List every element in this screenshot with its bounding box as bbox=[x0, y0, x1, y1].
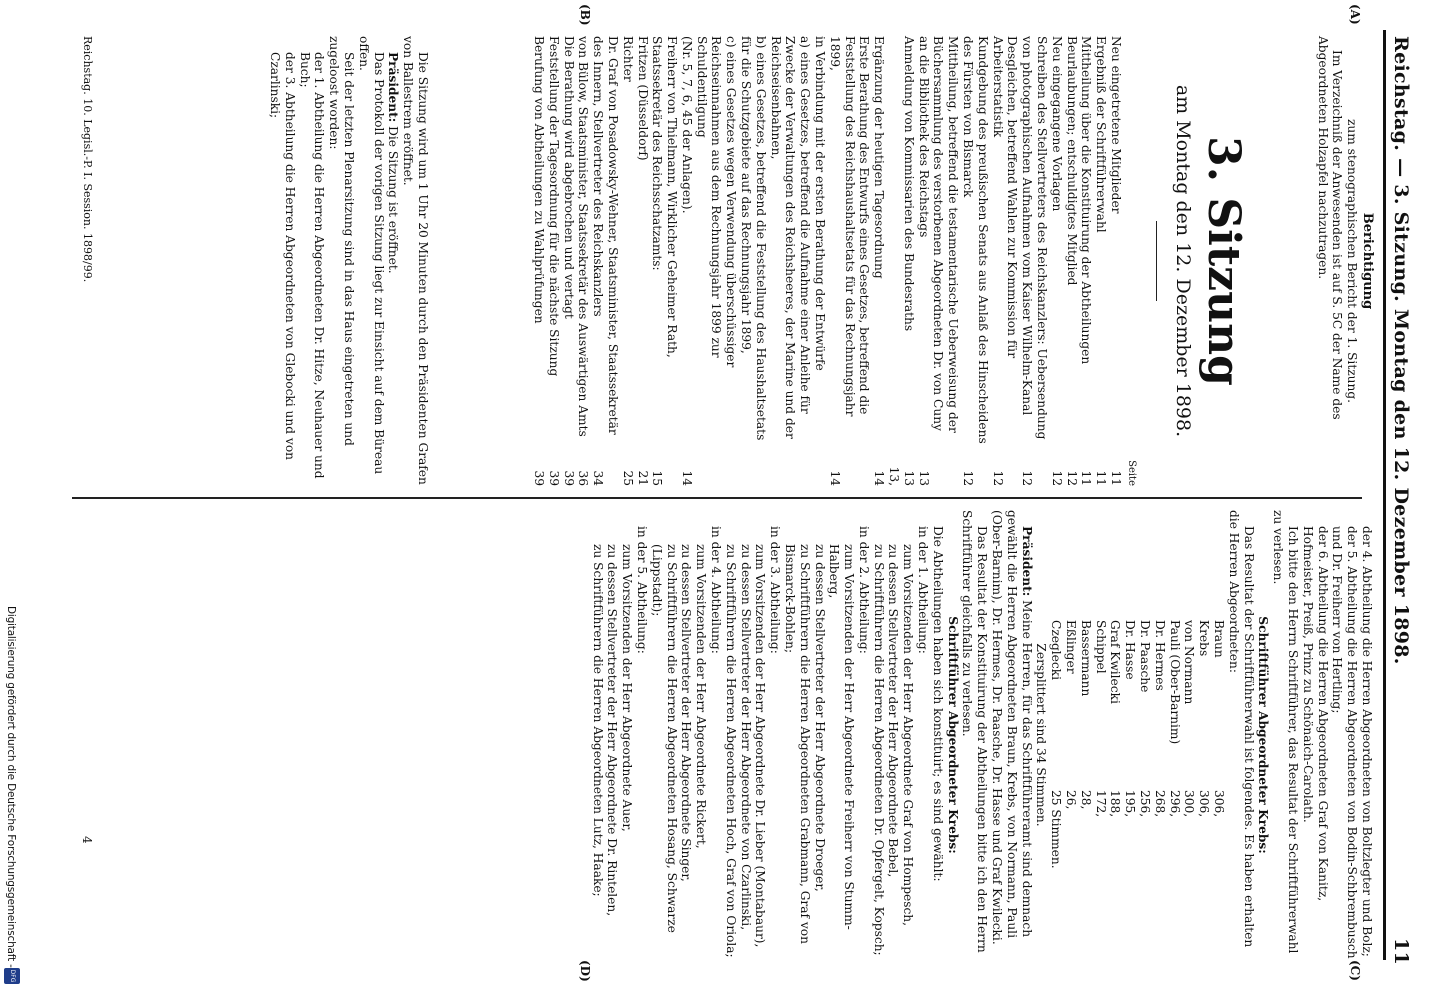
toc-entry bbox=[916, 36, 960, 486]
toc-entry bbox=[694, 36, 738, 486]
vote-name: Czeglecki bbox=[1049, 620, 1064, 680]
president-label-2: Präsident: bbox=[1019, 526, 1034, 597]
division-entry: zu dessen Stellvertreter der Herr Abgeordnete Droeger, bbox=[812, 544, 827, 892]
toc-entry bbox=[679, 36, 694, 486]
toc-entry-page: 12 bbox=[961, 470, 976, 486]
members-division-1: der 1. Abtheilung die Herren Abgeordneten Dr. Hitze, Neuhauer und Buch; bbox=[297, 52, 327, 479]
footer-left: Reichstag. 10. Legisl.-P. I. Session. 1898/99. bbox=[81, 36, 94, 283]
toc-entry-text: Die Berathung wird abgebrochen und vertagt bbox=[561, 36, 576, 319]
vote-row bbox=[1211, 620, 1226, 960]
toc-entry bbox=[827, 36, 871, 486]
toc-entry bbox=[738, 36, 768, 486]
protocol-text: Das Protokoll der vorigen Sitzung liegt zur Einsicht auf dem Büreau offen. bbox=[356, 36, 386, 475]
toc-entry bbox=[635, 36, 650, 486]
vote-count: 268, bbox=[1152, 790, 1167, 818]
toc-entry bbox=[590, 36, 620, 486]
margin-marker-d: (D) bbox=[578, 960, 592, 982]
vote-count: 25 Stimmen. bbox=[1049, 790, 1064, 869]
announcer-2: Schriftführer Abgeordneter Krebs: bbox=[945, 616, 960, 854]
division-entry: zum Vorsitzenden der Herr Abgeordnete Dr. Lieber (Montabaur), bbox=[753, 544, 768, 948]
members-intro: Seit der letzten Plenarsitzung sind in das Haus eingetreten und zugeloost worden: bbox=[327, 36, 357, 446]
toc-entry-page: 13 bbox=[901, 470, 916, 486]
toc-entry-text: Mittheilung über die Konstituirung der Abtheilungen bbox=[1079, 36, 1094, 365]
toc-entry bbox=[990, 36, 1020, 486]
opening-text: Die Sitzung wird um 1 Uhr 20 Minuten durch den Präsidenten Grafen von Ballestrem eröffnet. bbox=[401, 36, 430, 485]
toc-entry-text: Dr. Graf von Posadowsky-Wehner, Staatsminister, Staatssekretär des Innern, Stellvertreter des Reichskanzlers bbox=[591, 36, 620, 435]
division-entry: zum Vorsitzenden der Herr Abgeordnete Freiherr von Stumm-Halberg, bbox=[827, 544, 857, 930]
vote-count: 195, bbox=[1123, 790, 1138, 818]
division-entry: zu Schriftführern die Herren Abgeordneten Grabmann, Graf von Bismarck-Bohlen; bbox=[782, 544, 812, 944]
left-column bbox=[531, 36, 1374, 486]
toc-entry-page: 12 bbox=[1020, 470, 1035, 486]
vote-row bbox=[1093, 620, 1108, 960]
footer-page: 4 bbox=[80, 836, 94, 844]
vote-name: Krebs bbox=[1197, 620, 1212, 657]
toc-list bbox=[531, 36, 1123, 486]
toc-entry-page: 13, 14 bbox=[872, 466, 902, 486]
vote-name: von Normann bbox=[1182, 620, 1197, 705]
vote-count: 296, bbox=[1167, 790, 1182, 818]
toc-entry-text: c) eines Gesetzes wegen Verwendung überschüssiger Reichseinnahmen aus dem Rechnungsjahr 1899 zur Schuldentilgung bbox=[694, 36, 739, 368]
toc-entry bbox=[546, 36, 561, 486]
toc-entry-text: Berufung von Abtheilungen zu Wahlprüfungen bbox=[531, 36, 546, 324]
division-entry: zu Schriftführern die Herren Abgeordneten Hosang, Schwarze (Lippstadt); bbox=[649, 544, 679, 933]
vote-name: Graf Kwilecki bbox=[1108, 620, 1123, 704]
vote-row bbox=[1137, 620, 1152, 960]
toc-entry-page: 14 bbox=[679, 470, 694, 486]
berichtigung-title: Berichtigung bbox=[1360, 212, 1375, 310]
toc-entry-text: Mittheilung, betreffend die testamentarische Ueberweisung der Büchersammlung des verstorbenen Abgeordneten Dr. von Cuny an die Bibliothek des Reichstags bbox=[916, 36, 961, 433]
toc-entry bbox=[960, 36, 990, 486]
toc-entry bbox=[1064, 36, 1079, 486]
announcer-1: Schriftführer Abgeordneter Krebs: bbox=[1256, 616, 1271, 854]
division-heading: in der 3. Abtheilung: bbox=[768, 526, 783, 654]
toc-entry-page: 36 bbox=[576, 470, 591, 486]
division-entry: zu Schriftführern die Herren Abgeordneten Lutz, Haake; bbox=[590, 544, 605, 897]
vote-name: Bassermann bbox=[1078, 620, 1093, 697]
division-heading: in der 2. Abtheilung: bbox=[856, 526, 871, 654]
division-entry: zu Schriftführern die Herren Abgeordneten Dr. Opfergelt, Kopsch; bbox=[871, 544, 886, 956]
division-entry: zum Vorsitzenden der Herr Abgeordnete Graf von Hompesch, bbox=[901, 544, 916, 927]
session-date: am Montag den 12. Dezember 1898. bbox=[1171, 84, 1194, 438]
toc-entry-text: Feststellung der Tagesordnung für die nächste Sitzung bbox=[546, 36, 561, 377]
vote-name: Dr. Hasse bbox=[1123, 620, 1138, 680]
toc-entry-text: Kundgebung des preußischen Senats aus Anlaß des Hinscheidens des Fürsten von Bismarck bbox=[961, 36, 990, 444]
toc-entry-page: 39 bbox=[546, 470, 561, 486]
vote-row bbox=[1182, 620, 1197, 960]
toc-entry-text: (Nr. 5, 7, 6, 45 der Anlagen). bbox=[679, 36, 694, 214]
toc-entry-page: 14 bbox=[827, 470, 842, 486]
toc-entry-page: 39 bbox=[561, 470, 576, 486]
toc-entry-page: 13 bbox=[916, 470, 931, 486]
vote-row bbox=[1122, 620, 1137, 960]
margin-marker-c: (C) bbox=[1348, 960, 1362, 981]
scattered-votes: Zersplittert sind 34 Stimmen. bbox=[1034, 643, 1049, 827]
vote-row bbox=[1167, 620, 1182, 960]
toc-entry-page: 12 bbox=[990, 470, 1005, 486]
votes-list bbox=[1048, 510, 1226, 960]
continuation-paragraph: der 5. Abtheilung die Herren Abgeordneten von Bodin-Schbrembusch und Dr. Freiherr von Hertling; bbox=[1330, 526, 1360, 959]
vote-count: 306, bbox=[1212, 790, 1227, 818]
vote-row bbox=[1152, 620, 1167, 960]
toc-entry-text: a) eines Gesetzes, betreffend die Aufnahme einer Anleihe für Zwecke der Verwaltungen des Reichsheeres, der Marine und der Reichseisenbahnen, bbox=[768, 36, 813, 439]
vote-row bbox=[1196, 620, 1211, 960]
toc-entry bbox=[768, 36, 812, 486]
vote-row bbox=[1048, 620, 1063, 960]
vote-count: 172, bbox=[1093, 790, 1108, 818]
division-entry: zum Vorsitzenden der Herr Abgeordnete Auer, bbox=[620, 544, 635, 832]
members-division-3: der 3. Abtheilung die Herren Abgeordneten von Glebocki und von Czarlinski; bbox=[268, 52, 297, 461]
continuation-list bbox=[1300, 510, 1374, 960]
toc-entry-text: Richter bbox=[620, 36, 635, 82]
continuation-paragraph: der 6. Abtheilung die Herren Abgeordneten Graf von Kanitz, Hofmeister, Preiß, Prinz zu Schönaich-Carolath. bbox=[1300, 526, 1330, 902]
vote-count: 306, bbox=[1197, 790, 1212, 818]
toc-entry-text: Beurlaubungen; entschuldigtes Mitglied bbox=[1064, 36, 1079, 286]
division-entry: zum Vorsitzenden der Herr Abgeordnete Rickert, bbox=[694, 544, 709, 849]
title-rule bbox=[1156, 221, 1157, 301]
toc-entry-text: Freiherr von Thielmann, Wirklicher Geheimer Rath, Staatssekretär des Reichsschatzamts: bbox=[650, 36, 680, 358]
vote-count: 28, bbox=[1078, 790, 1093, 810]
announce-text: Das Resultat der Schriftführerwahl ist folgendes. Es haben erhalten die Herren Abgeordneten: bbox=[1226, 510, 1256, 948]
toc-entry-text: in Verbindung mit der ersten Berathung der Entwürfe bbox=[813, 36, 828, 371]
toc-entry bbox=[1079, 36, 1094, 486]
division-entry: zu dessen Stellvertreter der Herr Abgeordnete Bebel, bbox=[886, 544, 901, 878]
vote-row bbox=[1108, 620, 1123, 960]
divisions-list bbox=[590, 510, 930, 960]
continuation-paragraph: der 4. Abtheilung die Herren Abgeordneten von Boltzlegter und Bolz; bbox=[1360, 526, 1374, 957]
toc-entry-page: 12 bbox=[1049, 470, 1064, 486]
toc-entry-page: 25 bbox=[620, 470, 635, 486]
vote-name: Pauli (Ober-Barnim) bbox=[1167, 620, 1182, 745]
margin-marker-b: (B) bbox=[578, 4, 592, 26]
toc-entry bbox=[561, 36, 576, 486]
toc-entry bbox=[576, 36, 591, 486]
toc-entry-text: Fritzen (Düsseldorf) bbox=[635, 36, 650, 161]
vote-name: Braun bbox=[1212, 620, 1227, 658]
toc-entry bbox=[620, 36, 635, 486]
running-header: Reichstag. — 3. Sitzung. Montag den 12. Dezember 1898. bbox=[1390, 36, 1412, 665]
vote-name: Dr. Paasche bbox=[1138, 620, 1153, 693]
vote-count: 300, bbox=[1182, 790, 1197, 818]
left-body bbox=[267, 36, 430, 486]
toc-entry-text: Ergänzung der heutigen Tagesordnung bbox=[872, 36, 887, 279]
toc-entry-text: Schreiben des Stellvertreters des Reichskanzlers: Uebersendung von photographischen Aufnahmen vom Kaiser Wilhelm-Kanal bbox=[1020, 36, 1050, 440]
toc-entry bbox=[1049, 36, 1064, 486]
vote-count: 26, bbox=[1064, 790, 1079, 810]
toc-entry-text: Erste Berathung des Entwurfs eines Gesetzes, betreffend die Feststellung des Reichshaushaltsetats für das Rechnungsjahr 1899, bbox=[827, 36, 872, 417]
toc-entry-text: Neu eingetretene Mitglieder bbox=[1109, 36, 1124, 214]
toc-entry-page: 11 bbox=[1109, 470, 1124, 486]
vote-name: Eßlinger bbox=[1064, 620, 1079, 674]
division-heading: in der 5. Abtheilung: bbox=[634, 526, 649, 654]
toc-entry-text: Neu eingegangene Vorlagen bbox=[1049, 36, 1064, 212]
table-of-contents bbox=[531, 36, 1138, 486]
toc-entry-text: Desgleichen, betreffend Wahlen zur Kommission für Arbeiterstatistik bbox=[990, 36, 1020, 359]
division-entry: zu dessen Stellvertreter der Herr Abgeordnete von Czarlinski, bbox=[738, 544, 753, 931]
right-column bbox=[590, 510, 1374, 960]
berichtigung-text: Im Verzeichniß der Anwesenden ist auf S. 5C der Name des Abgeordneten Holzapfel nachzutragen. bbox=[1315, 36, 1345, 420]
toc-entry-page: 15 bbox=[650, 470, 665, 486]
division-entry: zu Schriftführern die Herren Abgeordneten Hoch, Graf von Oriola; bbox=[723, 544, 738, 958]
vote-name: Schippel bbox=[1093, 620, 1108, 674]
digitization-notice: Digitalisierung gefördert durch die Deutsche Forschungsgemeinschaft - bbox=[5, 606, 17, 968]
dfg-logo-text: DFG bbox=[9, 969, 16, 983]
header-rule bbox=[1383, 30, 1386, 960]
toc-entry-page: 34 bbox=[591, 470, 606, 486]
division-entry: zu dessen Stellvertreter der Herr Abgeordnete Singer, bbox=[679, 544, 694, 882]
toc-entry-text: Ergebniß der Schriftführerwahl bbox=[1094, 36, 1109, 233]
vote-row bbox=[1063, 620, 1078, 960]
constitution-request: Das Resultat der Konstituirung der Abtheilungen bitte ich den Herrn Schriftführer gleichfalls zu verlesen. bbox=[960, 510, 990, 953]
toc-entry bbox=[812, 36, 827, 486]
toc-entry-text: von Bülow, Staatsminister, Staatssekretär des Auswärtigen Amts bbox=[576, 36, 591, 437]
toc-entry bbox=[871, 36, 901, 486]
toc-entry bbox=[650, 36, 680, 486]
division-entry: zu dessen Stellvertreter der Herr Abgeordnete Dr. Rintelen, bbox=[605, 544, 620, 917]
toc-entry-page: 11 bbox=[1079, 470, 1094, 486]
toc-entry bbox=[531, 36, 546, 486]
dfg-logo bbox=[4, 968, 20, 984]
toc-header: Seite bbox=[1125, 460, 1137, 486]
toc-entry-page: 39 bbox=[531, 470, 546, 486]
toc-entry bbox=[901, 36, 916, 486]
toc-entry bbox=[1093, 36, 1108, 486]
toc-entry-text: Anmeldung von Kommissarien des Bundesraths bbox=[901, 36, 916, 332]
page-number: 11 bbox=[1390, 938, 1412, 966]
president-text-2: Meine Herren, für das Schriftführeramt sind demnach gewählt die Herren Abgeordneten Braun, Krebs, von Normann, Pauli (Ober-Barnim), Dr. Hermes, Dr. Paasche, Dr. Hasse und Graf Kwilecki. bbox=[990, 510, 1034, 945]
toc-entry-text: b) eines Gesetzes, betreffend die Feststellung des Haushaltsetats für die Schutzgebiete auf das Rechnungsjahr 1899, bbox=[739, 36, 768, 441]
session-title: 3. Sitzung bbox=[1197, 136, 1249, 386]
vote-row bbox=[1078, 620, 1093, 960]
division-heading: in der 4. Abtheilung: bbox=[708, 526, 723, 654]
margin-marker-a: (A) bbox=[1348, 4, 1362, 25]
vote-count: 256, bbox=[1138, 790, 1153, 818]
announce2-text: Die Abtheilungen haben sich konstituirt; es sind gewählt: bbox=[930, 526, 945, 882]
toc-entry-page: 12 bbox=[1064, 470, 1079, 486]
vote-name: Dr. Hermes bbox=[1152, 620, 1167, 691]
column-divider bbox=[72, 497, 1362, 499]
results-request: Ich bitte den Herrn Schriftführer, das Resultat der Schriftführerwahl zu verlesen. bbox=[1271, 510, 1301, 954]
berichtigung-subtitle: zum stenographischen Bericht der 1. Sitzung. bbox=[1345, 118, 1360, 404]
toc-entry-page: 11 bbox=[1094, 470, 1109, 486]
president-text: Die Sitzung ist eröffnet. bbox=[386, 126, 401, 274]
vote-count: 188, bbox=[1108, 790, 1123, 818]
toc-entry-page: 21 bbox=[635, 470, 650, 486]
toc-entry bbox=[1108, 36, 1123, 486]
toc-entry bbox=[1019, 36, 1049, 486]
president-label: Präsident: bbox=[386, 52, 401, 123]
division-heading: in der 1. Abtheilung: bbox=[916, 526, 931, 654]
